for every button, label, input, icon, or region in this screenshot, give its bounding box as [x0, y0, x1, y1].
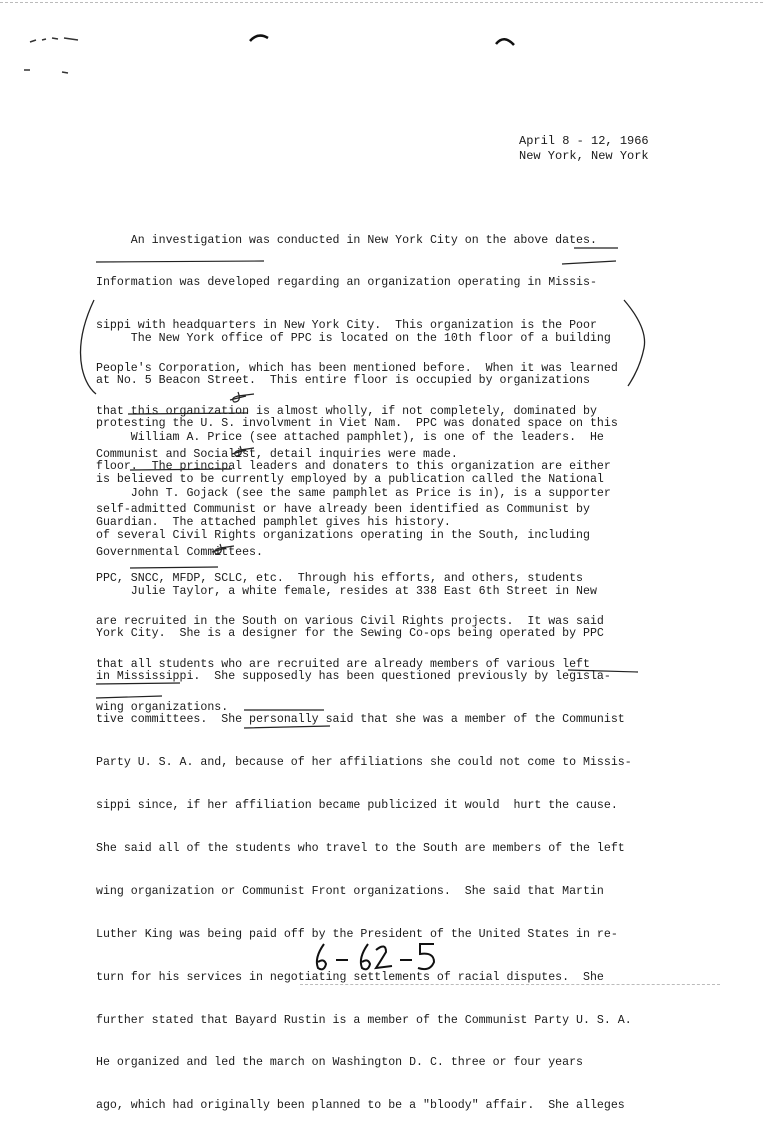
text-line: protesting the U. S. involvment in Viet Nam. PPC was donated space on this	[96, 417, 618, 431]
text-line: An investigation was conducted in New York City on the above dates.	[96, 233, 597, 247]
text-line: floor. The principal leaders and donaters to this organization are either	[96, 460, 611, 474]
text-line: John T. Gojack (see the same pamphlet as Price is in), is a supporter	[96, 486, 611, 500]
text-line: tive committees. She personally said that she was a member of the Communist	[96, 713, 625, 727]
text-line: is believed to be currently employed by a publication called the National	[96, 473, 604, 487]
text-line: He organized and led the march on Washington D. C. three or four years	[96, 1056, 584, 1070]
staple-mark-left	[248, 32, 272, 44]
scan-speck-mark	[28, 34, 88, 46]
dateline-date: April 8 - 12, 1966	[519, 134, 649, 148]
text-line: self-admitted Communist or have already been identified as Communist by	[96, 503, 590, 517]
text-line: sippi since, if her affiliation became publicized it would hurt the cause.	[96, 799, 618, 813]
paragraph-5	[96, 556, 656, 1142]
staple-mark-right	[494, 34, 518, 48]
text-line: at No. 5 Beacon Street. This entire floor is occupied by organizations	[96, 374, 590, 388]
text-line: Luther King was being paid off by the President of the United States in re-	[96, 927, 618, 941]
text-line: Party U. S. A. and, because of her affiliations she could not come to Missis-	[96, 756, 632, 770]
text-line: People's Corporation, which has been mentioned before. When it was learned	[96, 362, 618, 376]
text-line: ago, which had originally been planned to be a "bloody" affair. She alleges	[96, 1099, 625, 1113]
dateline-place: New York, New York	[519, 149, 649, 163]
name-underline-with-mark	[126, 390, 266, 416]
text-line: The New York office of PPC is located on the 10th floor of a building	[96, 331, 611, 345]
text-line: Communist and Socialist, detail inquiries were made.	[96, 448, 458, 462]
right-bracket-annotation	[618, 298, 648, 390]
name-underline-with-mark	[128, 444, 258, 472]
text-line: that this organization is almost wholly, if not completely, dominated by	[96, 405, 597, 419]
text-line: Governmental Committees.	[96, 546, 263, 560]
text-line: turn for his services in negotiating settlements of racial disputes. She	[96, 970, 604, 984]
text-line: in Mississippi. She supposedly has been questioned previously by legisla-	[96, 670, 611, 684]
text-line: York City. She is a designer for the Sewing Co-ops being operated by PPC	[96, 627, 604, 641]
scan-edge-top	[0, 2, 763, 3]
scan-edge-bottom	[300, 984, 720, 985]
text-line: that all students who are recruited are already members of various left	[96, 658, 590, 672]
text-line: of several Civil Rights organizations operating in the South, including	[96, 529, 590, 543]
text-line: She said all of the students who travel to the South are members of the left	[96, 841, 625, 855]
text-line: wing organizations.	[96, 701, 229, 715]
text-line: Julie Taylor, a white female, resides at 338 East 6th Street in New	[96, 584, 597, 598]
text-line: are recruited in the South on various Civil Rights projects. It was said	[96, 615, 604, 629]
underline-annotation	[94, 259, 274, 265]
name-underline-with-mark	[128, 542, 238, 570]
handwritten-page-number-drawing	[310, 938, 450, 978]
underline-annotation	[560, 246, 620, 286]
text-line: Guardian. The attached pamphlet gives his history.	[96, 516, 451, 530]
text-line: Information was developed regarding an organization operating in Missis-	[96, 276, 597, 290]
scan-speck-mark	[22, 66, 72, 76]
underline-annotation	[94, 668, 644, 748]
left-bracket-annotation	[74, 298, 98, 398]
dateline	[519, 134, 649, 164]
text-line: sippi with headquarters in New York City. This organization is the Poor	[96, 319, 597, 333]
text-line: PPC, SNCC, MFDP, SCLC, etc. Through his efforts, and others, students	[96, 572, 584, 586]
text-line: wing organization or Communist Front organizations. She said that Martin	[96, 884, 604, 898]
text-line: further stated that Bayard Rustin is a member of the Communist Party U. S. A.	[96, 1013, 632, 1027]
text-line: William A. Price (see attached pamphlet), is one of the leaders. He	[96, 430, 604, 444]
